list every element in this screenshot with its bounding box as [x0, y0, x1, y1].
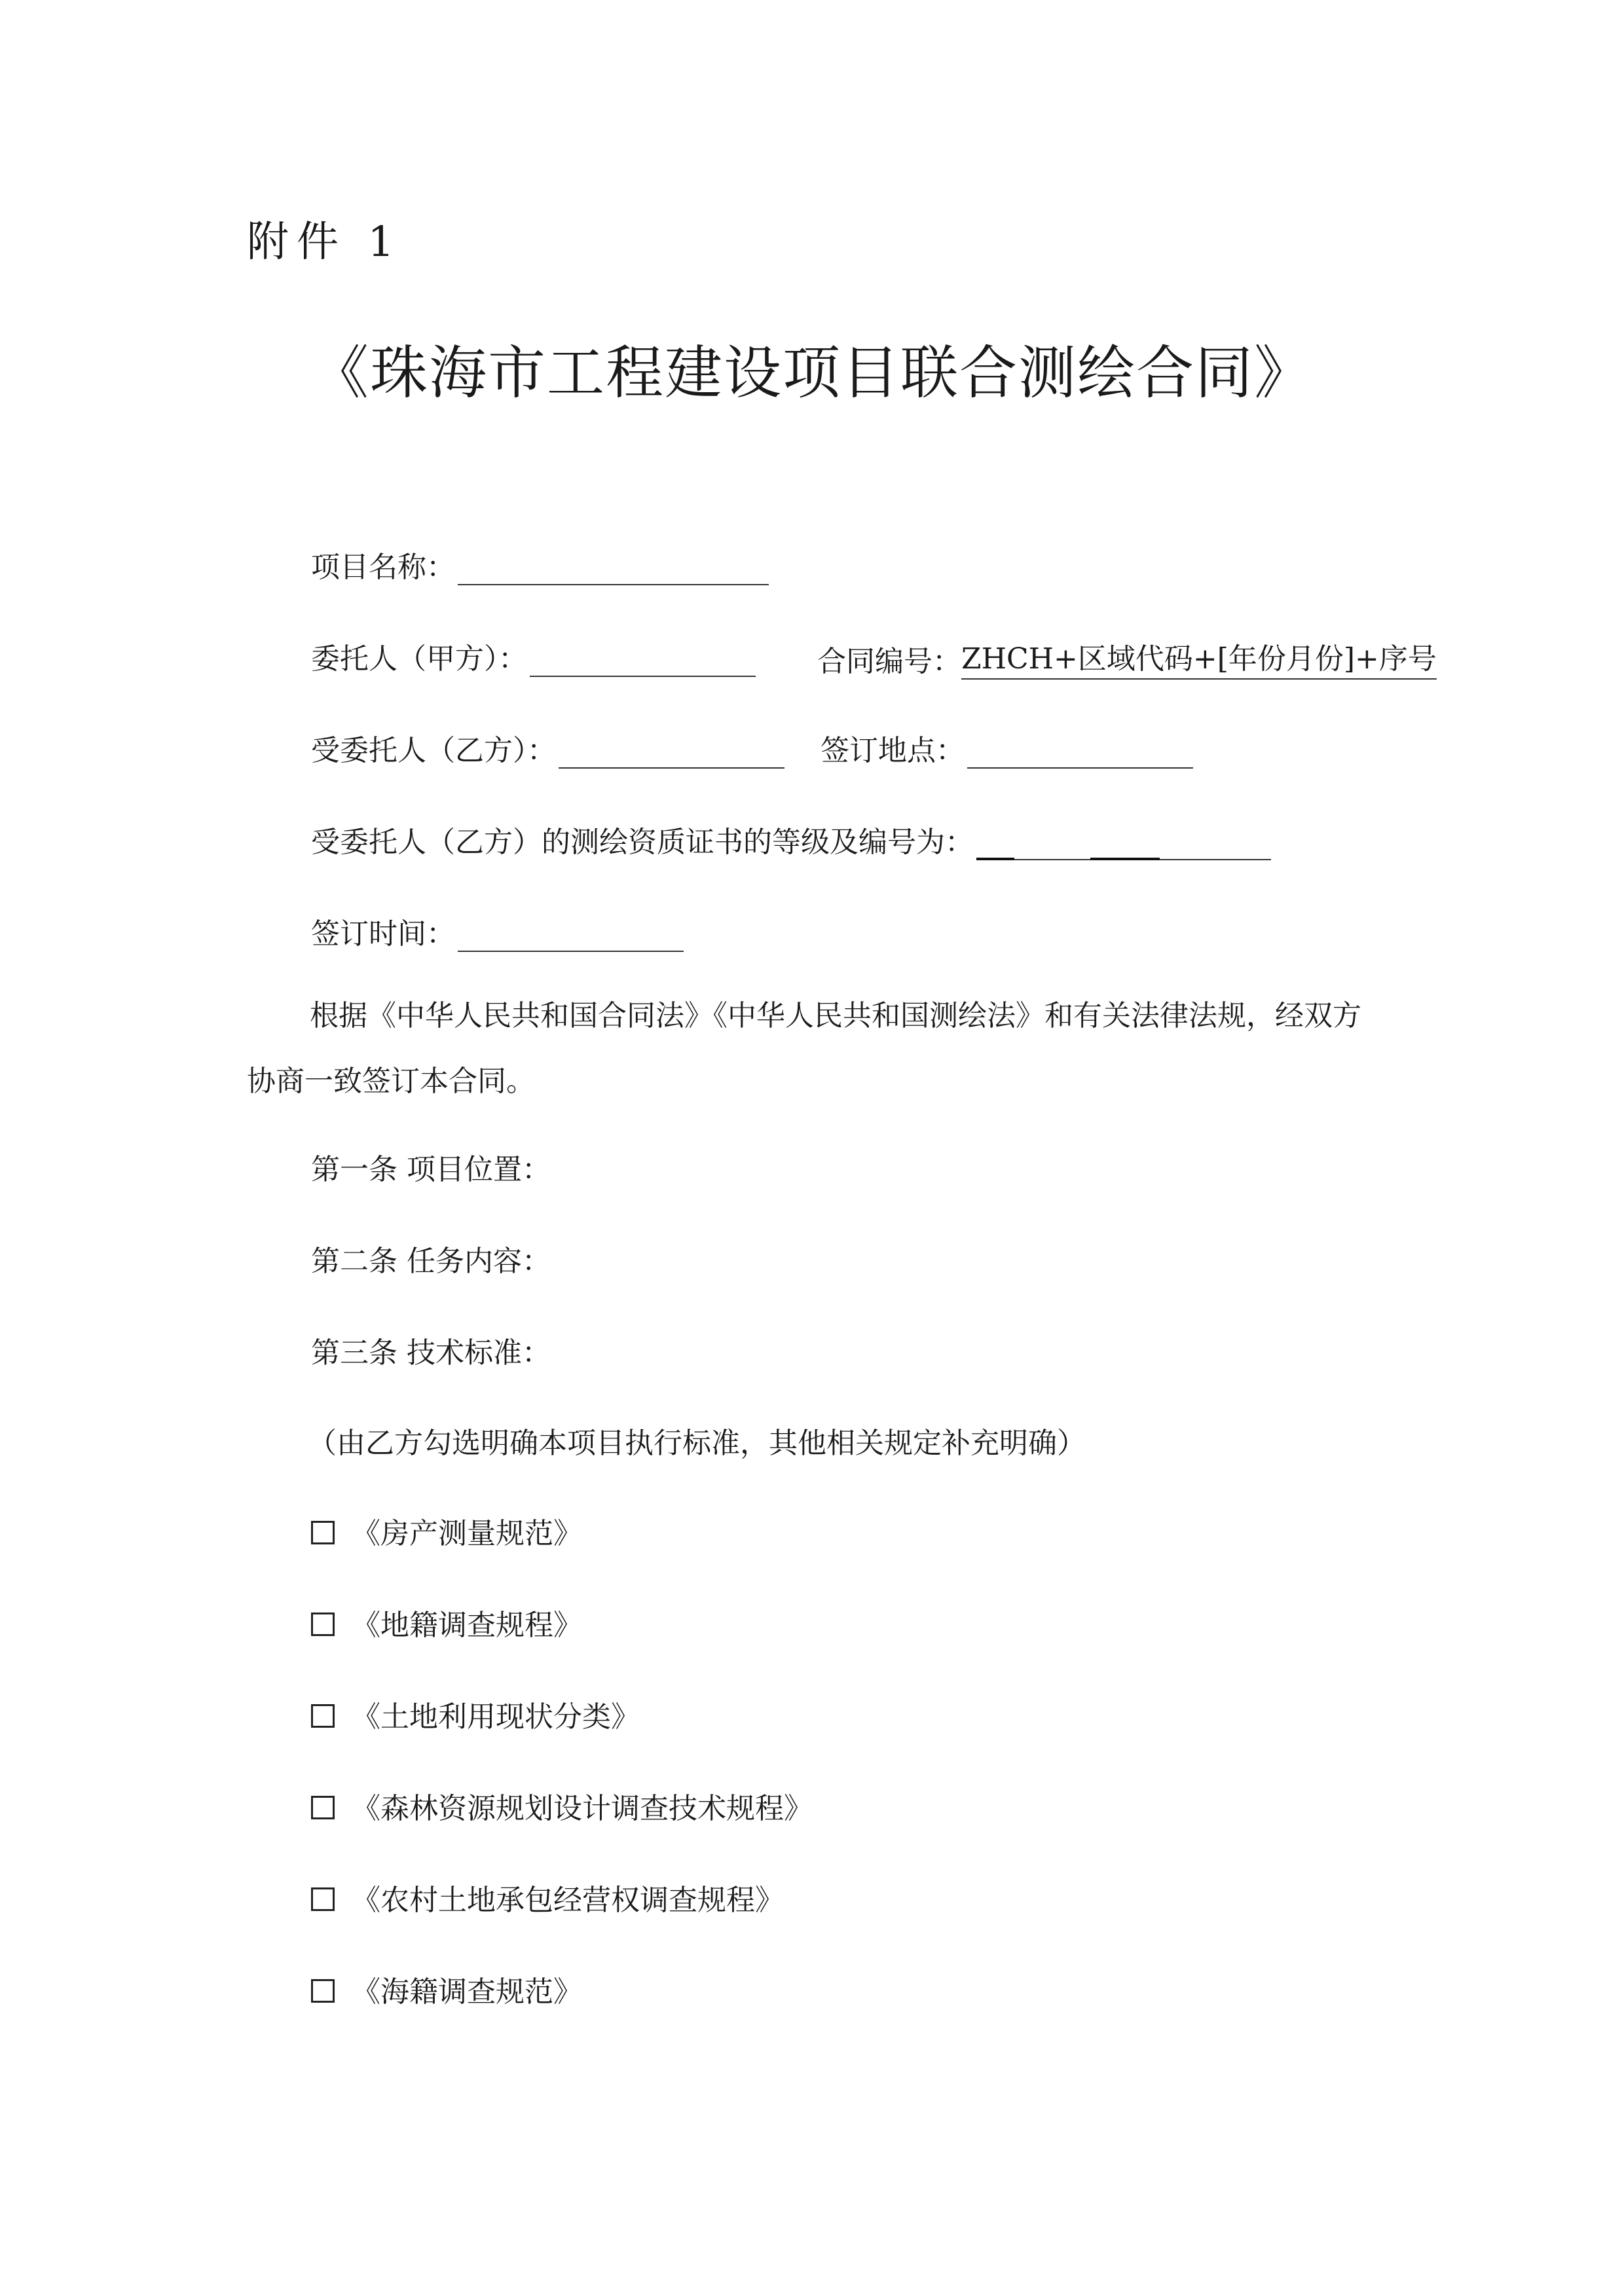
contract-number-label: 合同编号： — [817, 645, 961, 678]
qualification-row — [311, 818, 1271, 860]
standard-item-cadastral-survey[interactable] — [311, 1601, 582, 1643]
sign-place-row — [821, 727, 1193, 769]
qualification-blank-segment-1[interactable] — [976, 829, 1014, 860]
sign-time-blank[interactable] — [458, 922, 684, 952]
preamble-paragraph: 根据《中华人民共和国合同法》《中华人民共和国测绘法》和有关法律法规，经双方协商一致签订本合同。 — [247, 999, 1361, 1098]
contractor-label: 受委托人（乙方）： — [311, 734, 556, 767]
standard-item-rural-land-contract[interactable] — [311, 1876, 784, 1918]
standard-item-label: 《土地利用现状分类》 — [352, 1700, 640, 1734]
qualification-blank-segment-4[interactable] — [1160, 830, 1271, 860]
project-name-label: 项目名称： — [311, 551, 455, 584]
qualification-blank-segment-3[interactable] — [1090, 829, 1160, 860]
client-label: 委托人（甲方）： — [311, 642, 527, 676]
sign-time-label: 签订时间： — [311, 917, 455, 951]
client-blank[interactable] — [530, 647, 756, 677]
qualification-blank-segment-2[interactable] — [1014, 830, 1090, 860]
contractor-row — [311, 727, 784, 769]
document-title: 《珠海市工程建设项目联合测绘合同》 — [310, 339, 1313, 407]
standards-note: （由乙方勾选明确本项目执行标准，其他相关规定补充明确） — [308, 1427, 1086, 1460]
article-1: 第一条 项目位置： — [311, 1153, 551, 1186]
standard-item-label: 《农村土地承包经营权调查规程》 — [352, 1884, 784, 1917]
client-row — [311, 635, 756, 677]
empty-checkbox-icon[interactable] — [311, 1796, 335, 1819]
contract-number-row — [817, 635, 1437, 680]
standard-item-label: 《海籍调查规范》 — [352, 1975, 582, 2009]
empty-checkbox-icon[interactable] — [311, 1613, 335, 1636]
standard-item-label: 《森林资源规划设计调查技术规程》 — [352, 1792, 813, 1825]
standard-item-sea-area-survey[interactable] — [311, 1968, 582, 2010]
standard-item-forest-resources[interactable] — [311, 1785, 813, 1827]
empty-checkbox-icon[interactable] — [311, 1704, 335, 1728]
standard-item-house-survey[interactable] — [311, 1510, 582, 1552]
article-2: 第二条 任务内容： — [311, 1245, 551, 1278]
sign-place-blank[interactable] — [967, 738, 1193, 769]
contractor-blank[interactable] — [559, 738, 784, 769]
empty-checkbox-icon[interactable] — [311, 1521, 335, 1544]
empty-checkbox-icon[interactable] — [311, 1979, 335, 2003]
qualification-label: 受委托人（乙方）的测绘资质证书的等级及编号为： — [311, 826, 974, 859]
sign-time-row — [311, 910, 684, 952]
empty-checkbox-icon[interactable] — [311, 1887, 335, 1911]
standard-item-label: 《地籍调查规程》 — [352, 1609, 582, 1642]
sign-place-label: 签订地点： — [821, 734, 965, 767]
article-3: 第三条 技术标准： — [311, 1336, 551, 1370]
project-name-blank[interactable] — [458, 555, 769, 585]
contract-number-value: ZHCH+区域代码+[年份月份]+序号 — [961, 635, 1437, 680]
project-name-row — [311, 543, 769, 585]
standard-item-land-use-classification[interactable] — [311, 1693, 640, 1735]
attachment-label: 附件 1 — [247, 218, 403, 266]
standard-item-label: 《房产测量规范》 — [352, 1517, 582, 1550]
